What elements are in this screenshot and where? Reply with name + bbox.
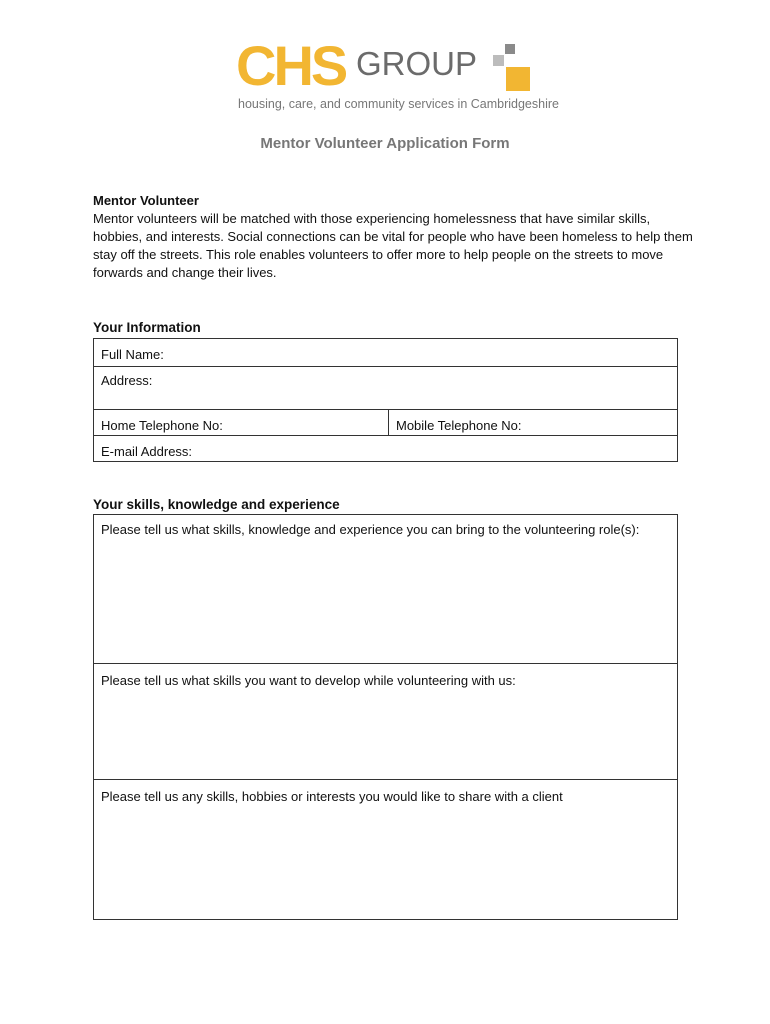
address-field[interactable] (94, 367, 678, 410)
skills-table (93, 514, 678, 920)
logo-group-text: GROUP (356, 45, 478, 82)
chs-group-logo (236, 34, 559, 115)
logo-square-yellow (506, 67, 530, 91)
intro-body: Mentor volunteers will be matched with those experiencing homelessness that have similar skills, hobbies, and interests. Social connections can be vital for people who have been homeless to help them stay off the streets. This role enables volunteers to offer more to help people on the streets to move forwards and change their lives. (93, 211, 693, 280)
mobile-telephone-label: Mobile Telephone No: (396, 418, 522, 433)
skills-share-question: Please tell us any skills, hobbies or interests you would like to share with a client (101, 789, 563, 804)
intro-section (93, 192, 693, 282)
email-address-field[interactable] (94, 436, 678, 462)
logo-square-light (493, 55, 504, 66)
skills-share-field[interactable] (94, 780, 678, 920)
logo-tagline: housing, care, and community services in Cambridgeshire (238, 97, 559, 111)
skills-heading: Your skills, knowledge and experience (93, 497, 340, 512)
intro-heading: Mentor Volunteer (93, 193, 199, 208)
form-title: Mentor Volunteer Application Form (260, 135, 510, 152)
skills-develop-question: Please tell us what skills you want to develop while volunteering with us: (101, 673, 516, 688)
full-name-label: Full Name: (101, 347, 164, 362)
full-name-field[interactable] (94, 339, 678, 367)
logo-chs-text: CHS (236, 34, 346, 97)
skills-bring-question: Please tell us what skills, knowledge and experience you can bring to the volunteering role(s): (101, 522, 640, 537)
skills-bring-field[interactable] (94, 515, 678, 664)
home-telephone-label: Home Telephone No: (101, 418, 223, 433)
your-information-table (93, 338, 678, 462)
mobile-telephone-field[interactable] (389, 410, 678, 436)
address-label: Address: (101, 373, 153, 388)
email-address-label: E-mail Address: (101, 444, 193, 459)
your-information-heading: Your Information (93, 320, 201, 335)
logo-square-dark (505, 44, 515, 54)
home-telephone-field[interactable] (94, 410, 389, 436)
skills-develop-field[interactable] (94, 664, 678, 780)
